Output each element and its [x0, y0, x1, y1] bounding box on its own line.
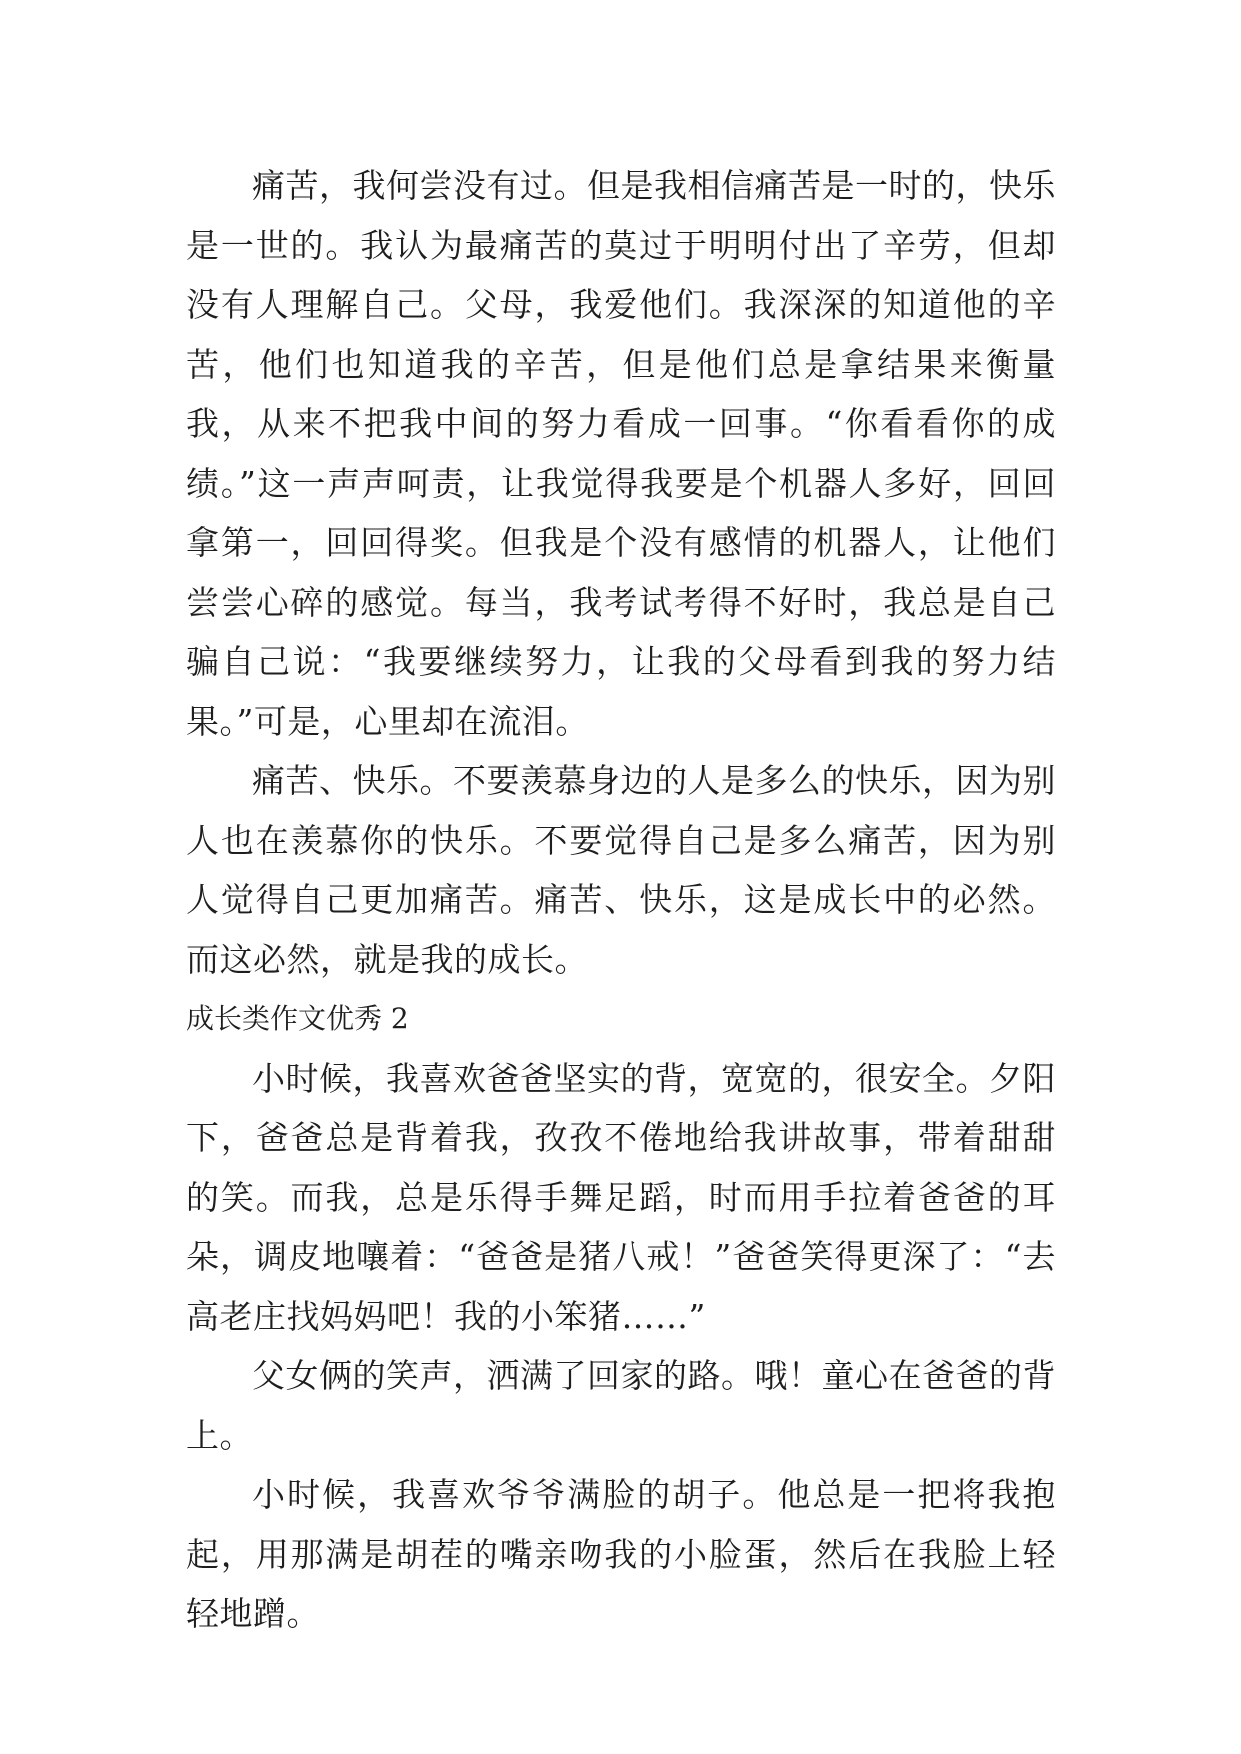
paragraph: 小时候，我喜欢爸爸坚实的背，宽宽的，很安全。夕阳下，爸爸总是背着我，孜孜不倦地给我讲故事，带着甜甜的笑。而我，总是乐得手舞足蹈，时而用手拉着爸爸的耳朵，调皮地嚷着：“爸爸是猪八戒！”爸爸笑得更深了：“去高老庄找妈妈吧！我的小笨猪……”	[186, 1058, 1056, 1336]
paragraph: 父女俩的笑声，洒满了回家的路。哦！童心在爸爸的背上。	[186, 1356, 1056, 1455]
section-title: 成长类作文优秀 2	[186, 1002, 409, 1035]
paragraph: 小时候，我喜欢爷爷满脸的胡子。他总是一把将我抱起，用那满是胡茬的嘴亲吻我的小脸蛋，然后在我脸上轻轻地蹭。	[186, 1475, 1056, 1633]
document-body	[186, 156, 1056, 1644]
paragraph: 痛苦，我何尝没有过。但是我相信痛苦是一时的，快乐是一世的。我认为最痛苦的莫过于明明付出了辛劳，但却没有人理解自己。父母，我爱他们。我深深的知道他的辛苦，他们也知道我的辛苦，但是他们总是拿结果来衡量我，从来不把我中间的努力看成一回事。“你看看你的成绩。”这一声声呵责，让我觉得我要是个机器人多好，回回拿第一，回回得奖。但我是个没有感情的机器人，让他们尝尝心碎的感觉。每当，我考试考得不好时，我总是自己骗自己说：“我要继续努力，让我的父母看到我的努力结果。”可是，心里却在流泪。	[186, 166, 1056, 741]
paragraph: 痛苦、快乐。不要羡慕身边的人是多么的快乐，因为别人也在羡慕你的快乐。不要觉得自己是多么痛苦，因为别人觉得自己更加痛苦。痛苦、快乐，这是成长中的必然。而这必然，就是我的成长。	[186, 761, 1056, 979]
